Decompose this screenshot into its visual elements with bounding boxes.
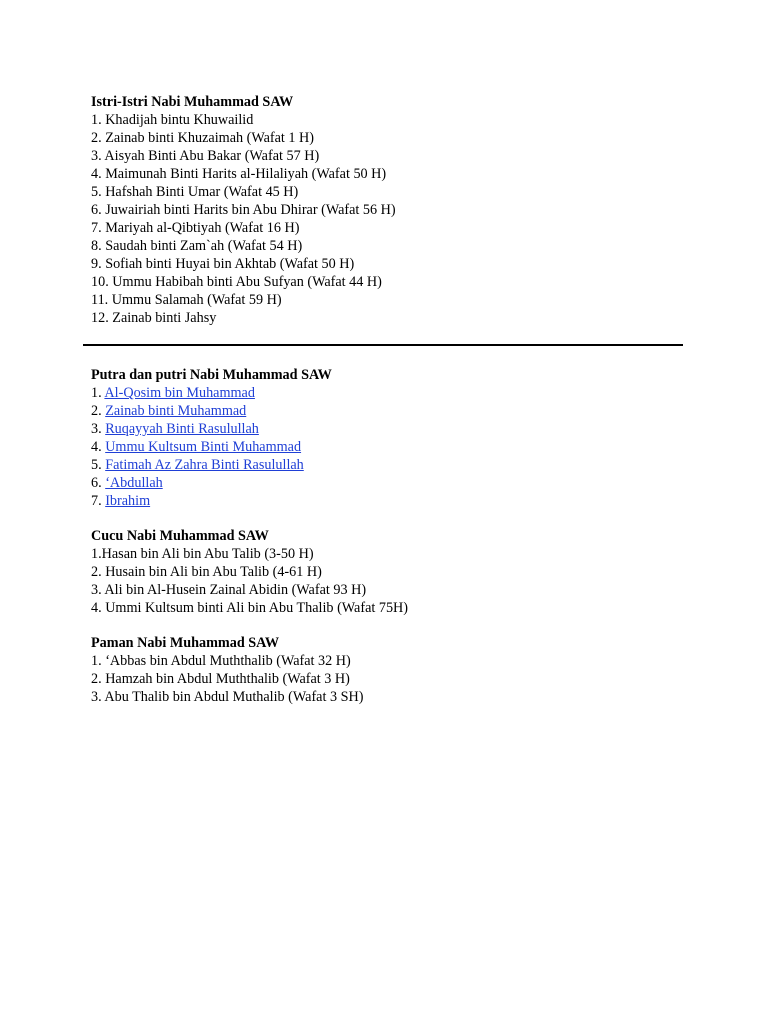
list-item-cucu-4: 4. Ummi Kultsum binti Ali bin Abu Thalib (Wafat 75H) [91, 600, 409, 616]
link-ummu-kultsum[interactable]: Ummu Kultsum Binti Muhammad [105, 439, 302, 455]
section-heading-putra: Putra dan putri Nabi Muhammad SAW [91, 367, 332, 383]
section-heading-istri: Istri-Istri Nabi Muhammad SAW [91, 94, 294, 110]
list-item-istri-9: 9. Sofiah binti Huyai bin Akhtab (Wafat 50 H) [91, 256, 355, 272]
list-item-paman-3: 3. Abu Thalib bin Abdul Muthalib (Wafat 3 SH) [91, 689, 364, 705]
list-item-istri-8: 8. Saudah binti Zam`ah (Wafat 54 H) [91, 238, 303, 254]
section-heading-cucu: Cucu Nabi Muhammad SAW [91, 528, 269, 544]
list-item-number: 5. [91, 457, 106, 473]
list-item-putra-4 [91, 438, 691, 456]
link-al-qosim[interactable]: Al-Qosim bin Muhammad [104, 385, 255, 401]
list-item-number: 2. [91, 403, 106, 419]
list-item-istri-10: 10. Ummu Habibah binti Abu Sufyan (Wafat 44 H) [91, 274, 382, 290]
link-ruqayyah[interactable]: Ruqayyah Binti Rasulullah [105, 421, 259, 437]
link-zainab[interactable]: Zainab binti Muhammad [105, 403, 247, 419]
list-item-istri-3: 3. Aisyah Binti Abu Bakar (Wafat 57 H) [91, 148, 320, 164]
list-item-putra-5 [91, 456, 691, 474]
list-item-putra-1 [91, 384, 691, 402]
list-item-istri-4: 4. Maimunah Binti Harits al-Hilaliyah (Wafat 50 H) [91, 166, 387, 182]
list-item-putra-2 [91, 402, 691, 420]
list-item-istri-7: 7. Mariyah al-Qibtiyah (Wafat 16 H) [91, 220, 300, 236]
list-item-cucu-3: 3. Ali bin Al-Husein Zainal Abidin (Wafat 93 H) [91, 582, 367, 598]
list-item-putra-7 [91, 492, 691, 510]
link-ibrahim[interactable]: Ibrahim [105, 493, 151, 509]
list-item-cucu-1: 1.Hasan bin Ali bin Abu Talib (3-50 H) [91, 546, 314, 562]
list-item-cucu-2: 2. Husain bin Ali bin Abu Talib (4-61 H) [91, 564, 322, 580]
section-istri [91, 93, 691, 327]
list-item-number: 1. [91, 385, 105, 401]
section-divider [83, 344, 683, 346]
section-paman [91, 634, 691, 706]
list-item-putra-3 [91, 420, 691, 438]
section-putra [91, 366, 691, 510]
list-item-putra-6 [91, 474, 691, 492]
list-item-istri-12: 12. Zainab binti Jahsy [91, 310, 217, 326]
list-item-istri-1: 1. Khadijah bintu Khuwailid [91, 112, 254, 128]
list-item-istri-5: 5. Hafshah Binti Umar (Wafat 45 H) [91, 184, 299, 200]
list-item-paman-2: 2. Hamzah bin Abdul Muththalib (Wafat 3 H) [91, 671, 350, 687]
link-fatimah[interactable]: Fatimah Az Zahra Binti Rasulullah [105, 457, 304, 473]
list-item-number: 4. [91, 439, 106, 455]
section-heading-paman: Paman Nabi Muhammad SAW [91, 635, 280, 651]
section-cucu [91, 527, 691, 617]
list-item-number: 6. [91, 475, 106, 491]
link-abdullah[interactable]: ‘Abdullah [105, 475, 163, 491]
list-item-istri-11: 11. Ummu Salamah (Wafat 59 H) [91, 292, 282, 308]
list-item-number: 7. [91, 493, 106, 509]
list-item-number: 3. [91, 421, 106, 437]
list-item-istri-2: 2. Zainab binti Khuzaimah (Wafat 1 H) [91, 130, 315, 146]
list-item-paman-1: 1. ‘Abbas bin Abdul Muththalib (Wafat 32 H) [91, 653, 351, 669]
list-item-istri-6: 6. Juwairiah binti Harits bin Abu Dhirar (Wafat 56 H) [91, 202, 396, 218]
